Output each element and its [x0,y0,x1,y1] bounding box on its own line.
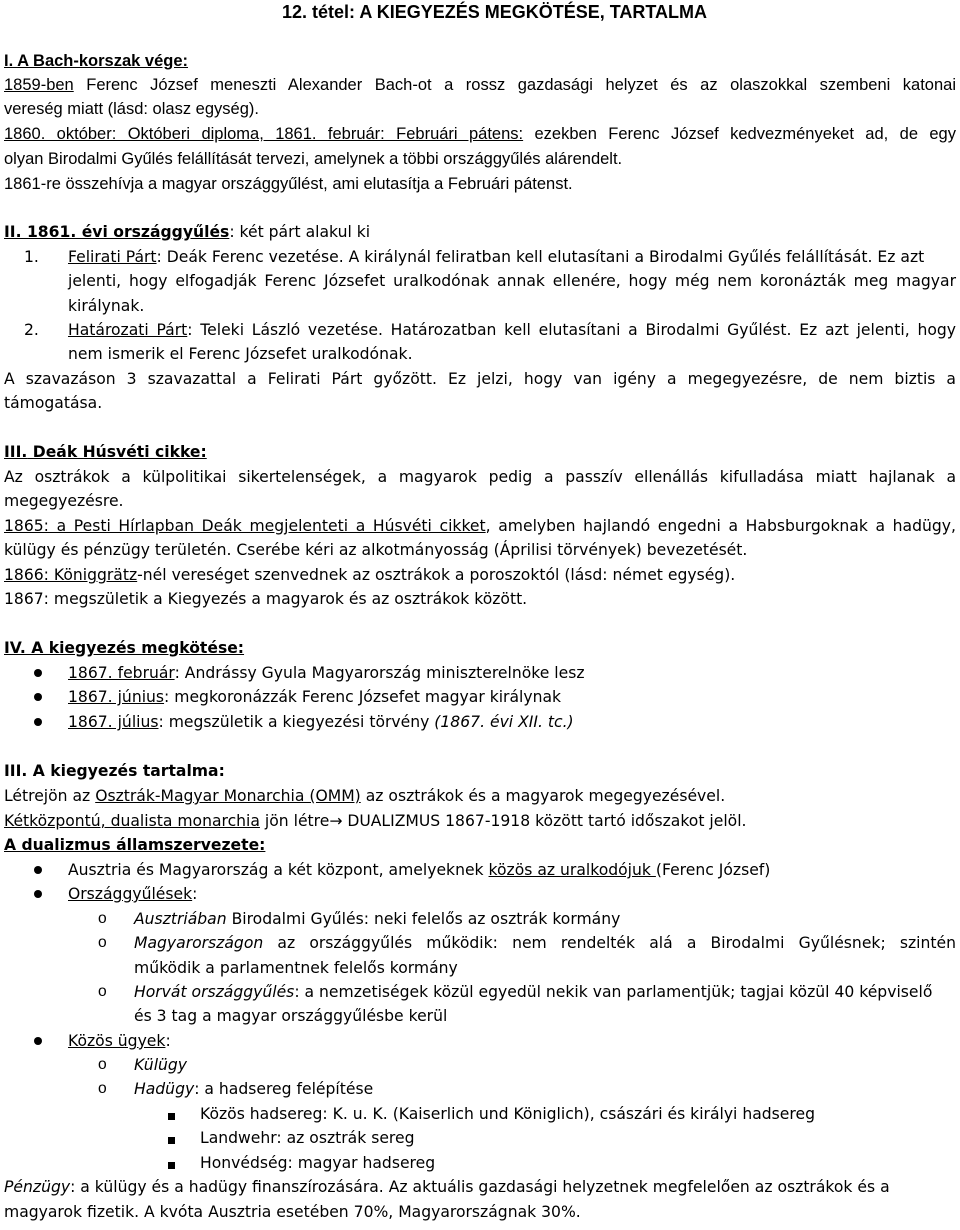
section-4-heading: IV. A kiegyezés megkötése: [4,639,245,657]
text: Létrejön az [4,787,96,805]
kozos-ugyek: Közös ügyek [68,1032,166,1050]
hadsereg-item-3: Honvédség: magyar hadsereg [200,1154,436,1172]
heading-num: III. [4,443,28,461]
text: : [165,1032,171,1050]
horvat-orszaggyules: Horvát országgyűlés [134,983,295,1001]
orszaggyules-item-3 [134,982,956,1002]
text: az osztrákok és a magyarok megegyezésével. [360,787,726,805]
bullet-icon [34,669,42,677]
date: 1867. február [68,664,175,682]
text: az országgyűlés működik: nem rendelték alá a Birodalmi Gyűlésnek; szintén [263,934,956,952]
kiegyezes-item-2 [68,687,956,707]
omm: Osztrák-Magyar Monarchia (OMM) [95,787,361,805]
section-3-line-2: megegyezésre. [4,492,124,510]
heading-text: Deák Húsvéti cikke: [27,443,207,461]
text: : megkoronázzák Ferenc Józsefet magyar királynak [164,688,562,706]
square-bullet-icon [168,1113,175,1120]
text: , amelyben hajlandó engedni a Habsburgoknak a hadügy, [485,517,956,535]
text: : Deák Ferenc vezetése. A királynál feliratban kell elutasítani a Birodalmi Gyűlés felállítását. Ez azt [156,248,925,266]
section-3-line-5 [4,565,956,585]
text: : a külügy és a hadügy finanszírozására. Az aktuális gazdasági helyzetnek megfelelően az osztrákok és a [70,1178,890,1196]
felirati-line-2: jelenti, hogy elfogadják Ferenc Józsefet uralkodónak annak ellenére, hogy még nem koronázták meg magyar [68,272,956,290]
hadsereg-item-1: Közös hadsereg: K. u. K. (Kaiserlich und Königlich), császári és királyi hadsereg [200,1105,815,1123]
section-2-para-2: támogatása. [4,394,103,412]
diploma-patent-link: 1860. október: Októberi diploma, 1861. február: Februári pátens: [4,125,524,143]
section-1-line-1 [4,75,956,95]
text: Birodalmi Gyűlés: neki felelős az osztrák kormány [226,910,621,928]
section-3-heading [4,442,956,462]
text: : megszületik a kiegyezési törvény [158,713,435,731]
circle-bullet-icon: o [98,910,107,927]
section-3-line-4: külügy és pénzügy területén. Cserébe kéri az alkotmányosság (Áprilisi törvények) bevezetését. [4,541,748,559]
text: DUALIZMUS 1867-1918 között tartó időszakot jelöl. [342,812,747,830]
penzugy-line-2: magyarok fizetik. A kvóta Ausztria esetében 70%, Magyarországnak 30%. [4,1203,581,1221]
heading-main: II. 1861. évi országgyűlés [4,223,230,241]
list-number-2: 2. [24,321,39,339]
felirati-part: Felirati Párt [68,248,157,266]
text: : Andrássy Gyula Magyarország miniszterelnöke lesz [174,664,585,682]
text: : [192,885,198,903]
koniggratz: 1866: Königgrätz [4,566,138,584]
bullet-icon [34,890,42,898]
text: Ferenc József meneszti Alexander Bach-ot a rossz gazdasági helyzet és az olaszokkal szembeni katonai [73,76,956,94]
circle-bullet-icon: o [98,934,107,951]
arrow-right-icon: → [329,812,343,830]
dualizmus-heading: A dualizmus államszervezete: [4,836,266,854]
law-ref: (1867. évi XII. tc.) [434,713,574,731]
square-bullet-icon [168,1137,175,1144]
list-number-1: 1. [24,248,39,266]
section-5-heading: III. A kiegyezés tartalma: [4,762,225,780]
page-title: 12. tétel: A KIEGYEZÉS MEGKÖTÉSE, TARTALMA [282,2,708,22]
hatarozati-part: Határozati Párt [68,321,188,339]
text: jön létre [259,812,330,830]
hatarozati-line-1 [68,320,956,340]
section-3-line-6: 1867: megszületik a Kiegyezés a magyarok és az osztrákok között. [4,590,528,608]
ausztriaban: Ausztriában [134,910,227,928]
section-2-para-1: A szavazáson 3 szavazattal a Felirati Párt győzött. Ez jelzi, hogy van igény a megegyezésre, de nem biztis a [4,370,956,388]
section-2-heading [4,222,956,242]
section-1-line-2: vereség miatt (lásd: olasz egység). [4,100,259,118]
penzugy: Pénzügy [4,1178,71,1196]
section-1-heading: I. A Bach-korszak vége: [4,52,189,70]
orszaggyules-item-3-cont: és 3 tag a magyar országgyűlésbe kerül [134,1007,448,1025]
circle-bullet-icon: o [98,1080,107,1097]
hatarozati-line-2: nem ismerik el Ferenc Józsefet uralkodónak. [68,345,413,363]
section-5-line-2 [4,811,956,831]
dualizmus-item-1 [68,860,956,880]
husveti-cikk-link: 1865: a Pesti Hírlapban Deák megjelenteti a Húsvéti cikket [4,517,486,535]
hadugy-item [134,1079,956,1099]
magyarorszagon: Magyarországon [134,934,264,952]
bullet-icon [34,693,42,701]
section-1-line-4: olyan Birodalmi Gyűlés felállítását tervezi, amelynek a többi országgyűlés alárendelt. [4,150,623,168]
kiegyezes-item-1 [68,663,956,683]
circle-bullet-icon: o [98,983,107,1000]
kiegyezes-item-3 [68,712,956,732]
hadsereg-item-2: Landwehr: az osztrák sereg [200,1129,415,1147]
bullet-icon [34,1037,42,1045]
heading-rest: : két párt alakul ki [229,223,371,241]
kulugy-item: Külügy [134,1056,188,1074]
felirati-line-3: királynak. [68,297,145,315]
orszaggyules-item-2 [134,933,956,953]
date-1859: 1859-ben [4,76,74,94]
orszaggyulesek: Országgyűlések [68,885,193,903]
orszaggyules-item-1 [134,909,956,929]
text: : a nemzetiségek közül egyedül nekik van parlamentjük; tagjai közül 40 képviselő [294,983,933,1001]
text: (Ferenc József) [655,861,771,879]
circle-bullet-icon: o [98,1056,107,1073]
hadugy: Hadügy [134,1080,195,1098]
bullet-icon [34,718,42,726]
text: ezekben Ferenc József kedvezményeket ad, de egy [523,125,956,143]
text: Ausztria és Magyarország a két központ, amelyeknek [68,861,489,879]
penzugy-line-1 [4,1177,956,1197]
dualista-monarchia: Kétközpontú, dualista monarchia [4,812,260,830]
section-5-line-1 [4,786,956,806]
kozos-uralkodo: közös az uralkodójuk [488,861,656,879]
square-bullet-icon [168,1162,175,1169]
text: : a hadsereg felépítése [194,1080,374,1098]
date: 1867. július [68,713,159,731]
orszaggyules-item-2-cont: működik a parlamentnek felelős kormány [134,959,458,977]
dualizmus-item-2 [68,884,956,904]
dualizmus-item-3 [68,1031,956,1051]
date: 1867. június [68,688,165,706]
section-1-line-5: 1861-re összehívja a magyar országgyűlést, ami elutasítja a Februári pátenst. [4,175,573,193]
section-3-line-3 [4,516,956,536]
text: : Teleki László vezetése. Határozatban kell elutasítani a Birodalmi Gyűlést. Ez azt jelenti, hogy [187,321,956,339]
text: -nél vereséget szenvednek az osztrákok a poroszoktól (lásd: német egység). [137,566,736,584]
felirati-line-1 [68,247,956,267]
section-3-line-1: Az osztrákok a külpolitikai sikertelenségek, a magyarok pedig a passzív ellenállás kifulladása miatt hajlanak a [4,468,956,486]
bullet-icon [34,866,42,874]
section-1-line-3 [4,124,956,144]
